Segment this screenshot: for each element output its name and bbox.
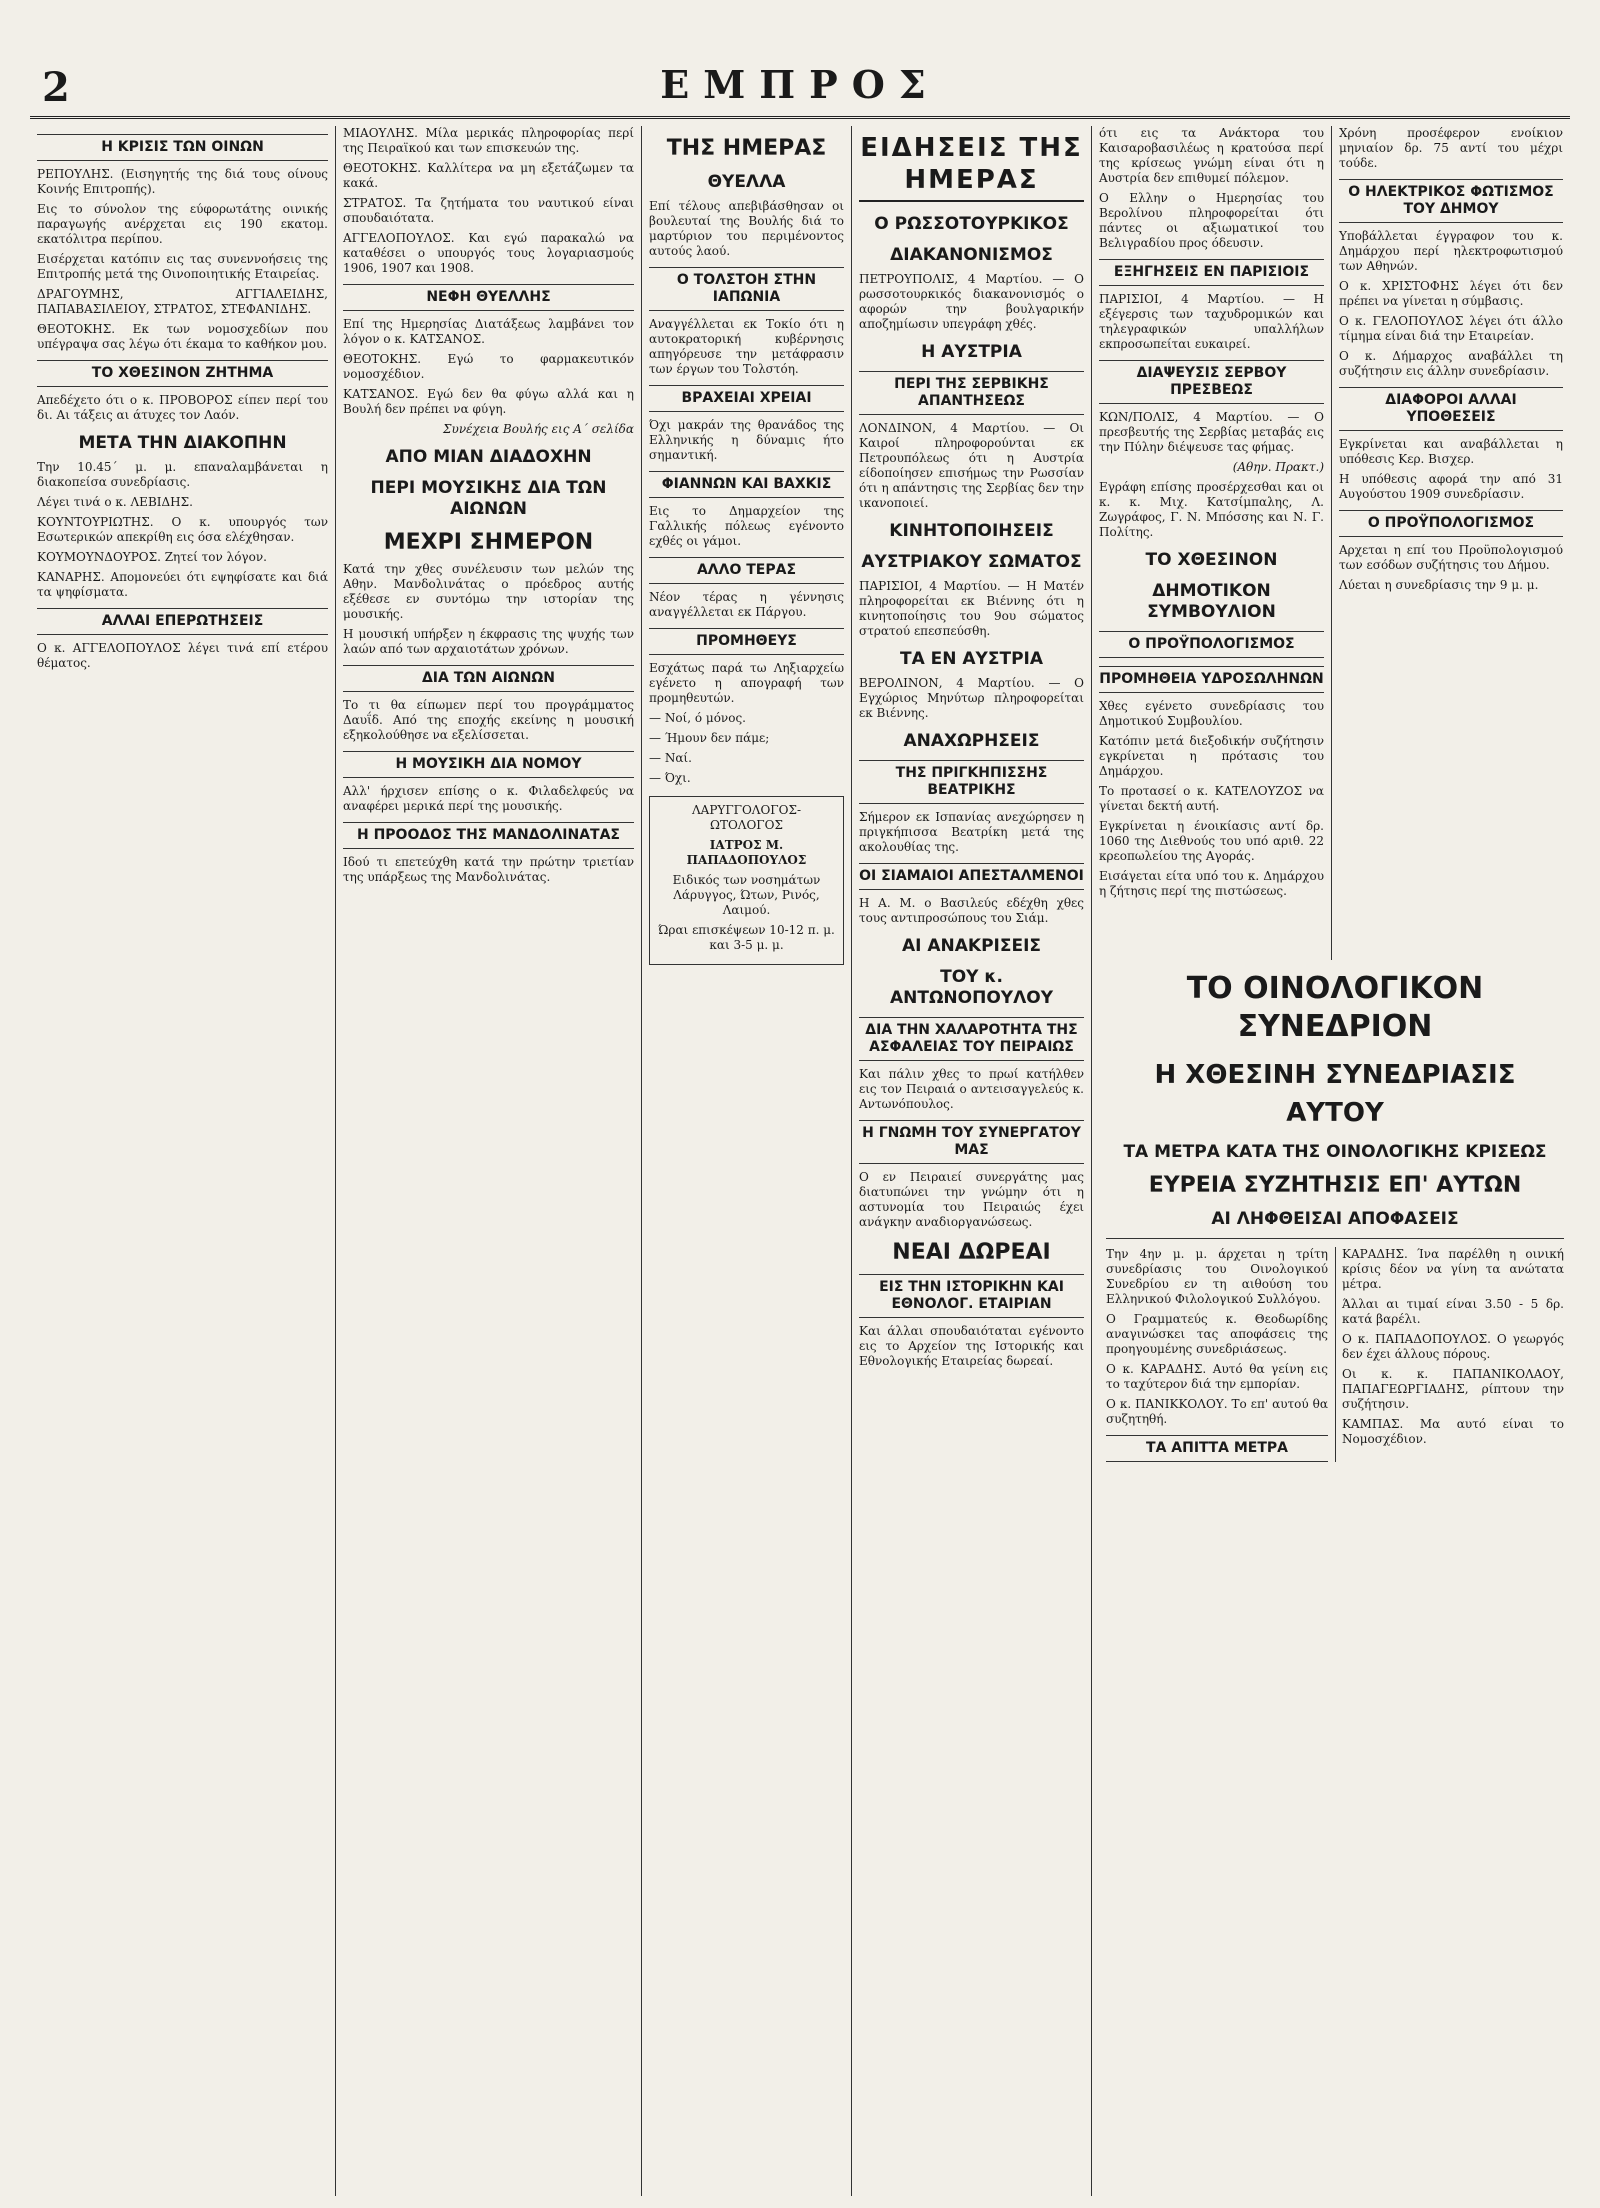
- column-4: [852, 126, 1092, 2196]
- paragraph: Την 10.45΄ μ. μ. επαναλαμβάνεται η διακοπείσα συνεδρίασις.: [37, 460, 328, 489]
- heading-diakanonismos-2: ΔΙΑΚΑΝΟΝΙΣΜΟΣ: [890, 245, 1053, 265]
- heading-metra: ΤΑ ΜΕΤΡΑ ΚΑΤΑ ΤΗΣ ΟΙΝΟΛΟΓΙΚΗΣ ΚΡΙΣΕΩΣ: [1123, 1142, 1547, 1162]
- heading-zitima: ΤΟ ΧΘΕΣΙΝΟΝ ΖΗΤΗΜΑ: [37, 360, 328, 387]
- paragraph: ΑΓΓΕΛΟΠΟΥΛΟΣ. Και εγώ παρακαλώ να καταθέσει ο υπουργός τους λογαριασμούς 1906, 1907 και 1908.: [343, 231, 634, 275]
- paragraph: ΘΕΟΤΟΚΗΣ. Εκ των νομοσχεδίων που υπέγραψα σας λέγω ότι έκαμα το καθήκον μου.: [37, 322, 328, 351]
- column-3: [642, 126, 852, 2196]
- paragraph: Εγκρίνεται η ένοικίασις αντί δρ. 1060 της Διεθνούς του υπό αριθ. 22 κρεοπωλείου της Αγοράς.: [1099, 819, 1324, 863]
- page-number: 2: [42, 64, 70, 111]
- paragraph: Ο κ. Δήμαρχος αναβάλλει τη συζήτησιν εις άλλην συνεδρίασιν.: [1339, 349, 1563, 378]
- paragraph: Η υπόθεσις αφορά την από 31 Αυγούστου 1909 συνεδρίασιν.: [1339, 472, 1563, 501]
- paragraph: — Νοί, ό μόνος.: [649, 711, 746, 725]
- heading-anaxoriseis-2: ΤΗΣ ΠΡΙΓΚΗΠΙΣΣΗΣ ΒΕΑΤΡΙΚΗΣ: [859, 760, 1084, 804]
- paragraph: Και πάλιν χθες το πρωί κατήλθεν εις τον Πειραιά ο αντεισαγγελεύς κ. Αντωνόπουλος.: [859, 1067, 1084, 1111]
- banner-eidiseis: ΕΙΔΗΣΕΙΣ ΤΗΣ ΗΜΕΡΑΣ: [859, 132, 1084, 202]
- heading-promitheia: ΠΡΟΜΗΘΕΥΣ: [649, 628, 844, 655]
- paragraph: ΡΕΠΟΥΛΗΣ. (Εισηγητής της διά τους οίνους Κοινής Επιτροπής).: [37, 167, 328, 196]
- paragraph: Οι κ. κ. ΠΑΠΑΝΙΚΟΛΑΟΥ, ΠΑΠΑΓΕΩΡΓΙΑΔΗΣ, ρίπτουν την συζήτησιν.: [1342, 1367, 1564, 1411]
- paragraph: Χρόνη προσέφερον ενοίκιον μηνιαίον δρ. 75 αντί του μέχρι τούδε.: [1339, 126, 1563, 170]
- heading-siamaioi: ΟΙ ΣΙΑΜΑΙΟΙ ΑΠΕΣΤΑΛΜΕΝΟΙ: [859, 863, 1084, 890]
- heading-anakrisis-2: ΤΟΥ κ. ΑΝΤΩΝΟΠΟΥΛΟΥ: [889, 967, 1054, 1008]
- paragraph: Ο κ. ΚΑΡΑΔΗΣ. Αυτό θα γείνη εις το ταχύτερον διά την εμπορίαν.: [1106, 1362, 1328, 1391]
- paragraph: Εσχάτως παρά τω Ληξιαρχείω εγένετο η απογραφή των προμηθευτών.: [649, 661, 844, 705]
- oinologikon-article: [1100, 960, 1570, 2196]
- heading-thyella: ΘΥΕΛΛΑ: [707, 172, 786, 192]
- heading-austria: Η ΑΥΣΤΡΙΑ: [921, 342, 1022, 362]
- paragraph: ΚΩΝ/ΠΟΛΙΣ, 4 Μαρτίου. — Ο πρεσβευτής της Σερβίας μεταβάς εις την Πύλην διέψευσε τας φήμας.: [1099, 410, 1324, 454]
- paragraph: ΠΑΡΙΣΙΟΙ, 4 Μαρτίου. — Η εξέγερσις των ταχυδρομικών και τηλεγραφικών υπαλλήλων εκπροσωπείται ευκαιρεί.: [1099, 292, 1324, 351]
- heading-mexri: ΜΕΧΡΙ ΣΗΜΕΡΟΝ: [383, 530, 594, 555]
- paragraph: Άλλαι αι τιμαί είναι 3.50 - 5 δρ. κατά βαρέλι.: [1342, 1297, 1564, 1326]
- column-2: [336, 126, 642, 2196]
- paragraph: Λέγει τινά ο κ. ΛΕΒΙΔΗΣ.: [37, 495, 193, 509]
- paragraph: ΜΙΑΟΥΛΗΣ. Μίλα μερικάς πληροφορίας περί της Πειραϊκού και των επισκευών της.: [343, 126, 634, 155]
- heading-anakrisis: ΑΙ ΑΝΑΚΡΙΣΕΙΣ: [901, 936, 1042, 956]
- paragraph: — Ήμουν δεν πάμε;: [649, 731, 770, 745]
- heading-erotiseis: ΑΛΛΑΙ ΕΠΕΡΩΤΗΣΕΙΣ: [37, 608, 328, 635]
- heading-aiones: ΔΙΑ ΤΩΝ ΑΙΩΝΩΝ: [343, 665, 634, 692]
- paragraph: Απεδέχετο ότι ο κ. ΠΡΟΒΟΡΟΣ είπεν περί του δι. Αι τάξεις αι άτυχες τον Λαόν.: [37, 393, 328, 422]
- paragraph: Το προτασεί ο κ. ΚΑΤΕΛΟΥΖΟΣ να γίνεται δεκτή αυτή.: [1099, 784, 1324, 813]
- paragraph: Η Α. Μ. ο Βασιλεύς εδέχθη χθες τους αντιπροσώπους του Σιάμ.: [859, 896, 1084, 925]
- paragraph: Αρχεται η επί του Προϋπολογισμού των εσόδων συζήτησις του Δήμου.: [1339, 543, 1563, 572]
- heading-diakopi: ΜΕΤΑ ΤΗΝ ΔΙΑΚΟΠΗΝ: [78, 433, 287, 453]
- heading-oinologikon: ΤΟ ΟΙΝΟΛΟΓΙΚΟΝ ΣΥΝΕΔΡΙΟΝ: [1186, 971, 1484, 1044]
- heading-oinon: Η ΚΡΙΣΙΣ ΤΩΝ ΟΙΝΩΝ: [37, 134, 328, 161]
- paragraph: ΣΤΡΑΤΟΣ. Τα ζητήματα του ναυτικού είναι σπουδαιότατα.: [343, 196, 634, 225]
- heading-mousiki: ΠΕΡΙ ΜΟΥΣΙΚΗΣ ΔΙΑ ΤΩΝ ΑΙΩΝΩΝ: [370, 478, 607, 519]
- heading-ypotheseis: ΔΙΑΦΟΡΟΙ ΑΛΛΑΙ ΥΠΟΘΕΣΕΙΣ: [1339, 387, 1563, 431]
- paragraph: Την 4ην μ. μ. άρχεται η τρίτη συνεδρίασις του Οινολογικού Συνεδρίου εν τη αιθούση του Ελληνικού Φιλολογικού Συλλόγου.: [1106, 1247, 1328, 1306]
- paragraph: Κατόπιν μετά διεξοδικήν συζήτησιν εγκρίνεται η πρότασις του Δημάρχου.: [1099, 734, 1324, 778]
- heading-dorea: ΝΕΑΙ ΔΩΡΕΑΙ: [892, 1240, 1051, 1265]
- column-1: [30, 126, 336, 2196]
- attribution: (Αθην. Πρακτ.): [1232, 460, 1324, 474]
- oinologikon-body: [1106, 1247, 1564, 1462]
- paragraph: ΠΕΤΡΟΥΠΟΛΙΣ, 4 Μαρτίου. — Ο ρωσσοτουρκικός διακανονισμός ο αφορών την βουλγαρικήν αποζημίωσιν υπεγράφη χθές.: [859, 272, 1084, 331]
- heading-xreiai: ΒΡΑΧΕΙΑΙ ΧΡΕΙΑΙ: [649, 385, 844, 412]
- heading-anakrisis-3: ΔΙΑ ΤΗΝ ΧΑΛΑΡΟΤΗΤΑ ΤΗΣ ΑΣΦΑΛΕΙΑΣ ΤΟΥ ΠΕΙΡΑΙΩΣ: [859, 1017, 1084, 1061]
- column-6: [1332, 126, 1570, 946]
- paragraph: Σήμερον εκ Ισπανίας ανεχώρησεν η πριγκήπισσα Βεατρίκη μετά της ακολουθίας της.: [859, 810, 1084, 854]
- paragraph: ΚΑΤΣΑΝΟΣ. Εγώ δεν θα φύγω αλλά και η Βουλή δεν πρέπει να φύγη.: [343, 387, 634, 416]
- heading-promitheia: ΠΡΟΜΗΘΕΙΑ ΥΔΡΟΣΩΛΗΝΩΝ: [1099, 666, 1324, 693]
- paragraph: ΘΕΟΤΟΚΗΣ. Εγώ το φαρμακευτικόν νομοσχέδιον.: [343, 352, 634, 381]
- paragraph: ΘΕΟΤΟΚΗΣ. Καλλίτερα να μη εξετάζωμεν τα κακά.: [343, 161, 634, 190]
- paragraph: Νέον τέρας η γέννησις αναγγέλλεται εκ Πάργου.: [649, 590, 844, 619]
- heading-diakanonismos: Ο ΡΩΣΣΟΤΟΥΡΚΙΚΟΣ: [874, 214, 1069, 234]
- paragraph: Ο Γραμματεύς κ. Θεοδωρίδης αναγινώσκει τας αποφάσεις της προηγουμένης συνεδριάσεως.: [1106, 1312, 1328, 1356]
- paragraph: ΚΟΥΜΟΥΝΔΟΥΡΟΣ. Ζητεί τον λόγον.: [37, 550, 267, 564]
- heading-symboulio-2: ΔΗΜΟΤΙΚΟΝ ΣΥΜΒΟΥΛΙΟΝ: [1147, 581, 1276, 622]
- paragraph: Λύεται η συνεδρίασις την 9 μ. μ.: [1339, 578, 1539, 592]
- heading-gnomi: Η ΓΝΩΜΗ ΤΟΥ ΣΥΝΕΡΓΑΤΟΥ ΜΑΣ: [859, 1120, 1084, 1164]
- heading-kinitopoiiseis-2: ΑΥΣΤΡΙΑΚΟΥ ΣΩΜΑΤΟΣ: [861, 552, 1082, 572]
- paragraph: Επί τέλους απεβιβάσθησαν οι βουλευταί της Βουλής διά το μαρτύριον του περιμένοντος αυτούς λαού.: [649, 199, 844, 258]
- heading-austria-2: ΠΕΡΙ ΤΗΣ ΣΕΡΒΙΚΗΣ ΑΠΑΝΤΗΣΕΩΣ: [859, 371, 1084, 415]
- paragraph: ΚΑΜΠΑΣ. Μα αυτό είναι το Νομοσχέδιον.: [1342, 1417, 1564, 1446]
- paragraph: ΚΟΥΝΤΟΥΡΙΩΤΗΣ. Ο κ. υπουργός των Εσωτερικών απεκρίθη εις όσα ελέχθησαν.: [37, 515, 328, 544]
- paragraph: Εις το σύνολον της εύφορωτάτης οινικής παραγωγής ανέρχεται εις 190 εκατομ. εκατόλιτρα περίπου.: [37, 202, 328, 246]
- heading-proodos: Η ΠΡΟΟΔΟΣ ΤΗΣ ΜΑΝΔΟΛΙΝΑΤΑΣ: [343, 822, 634, 849]
- paragraph: Ιδού τι επετεύχθη κατά την πρώτην τριετίαν της υπάρξεως της Μανδολινάτας.: [343, 855, 634, 884]
- paragraph: Το τι θα είπωμεν περί του προγράμματος Δαυΐδ. Από της εποχής εκείνης η μουσική εξηκολούθησε να εξελίσσεται.: [343, 698, 634, 742]
- paragraph: Όχι μακράν της θρανάδος της Ελληνικής η δύναμις ήτο σημαντική.: [649, 418, 844, 462]
- divider: [1106, 1238, 1564, 1239]
- ad-hours: Ώραι επισκέψεων 10-12 π. μ. και 3-5 μ. μ.: [658, 923, 835, 952]
- paragraph: Η μουσική υπήρξεν η έκφρασις της ψυχής των λαών από των αρχαιοτάτων χρόνων.: [343, 627, 634, 656]
- paragraph: Και άλλαι σπουδαιόταται εγένοντο εις το Αρχείον της Ιστορικής και Εθνολογικής Εταιρείας δωρεαί.: [859, 1324, 1084, 1368]
- heading-en-austria: ΤΑ ΕΝ ΑΥΣΤΡΙΑ: [899, 649, 1044, 669]
- heading-synedriasis: Η ΧΘΕΣΙΝΗ ΣΥΝΕΔΡΙΑΣΙΣ ΑΥΤΟΥ: [1154, 1060, 1516, 1128]
- heading-proypol: Ο ΠΡΟΫΠΟΛΟΓΙΣΜΟΣ: [1099, 631, 1324, 658]
- newspaper-title: ΕΜΠΡΟΣ: [660, 62, 940, 107]
- ad-body: Ειδικός των νοσημάτων Λάρυγγος, Ώτων, Ρινός, Λαιμού.: [672, 873, 821, 917]
- paragraph: ΛΟΝΔΙΝΟΝ, 4 Μαρτίου. — Οι Καιροί πληροφορούνται εκ Πετρουπόλεως ότι η Αυστρία είδοποίησεν επισήμως την Ρωσσίαν ότι η απάντησις της Σερβίας δεν την ικανοποιεί.: [859, 421, 1084, 510]
- paragraph: ΒΕΡΟΛΙΝΟΝ, 4 Μαρτίου. — Ο Εγχώριος Μηνύτωρ πληροφορείται εκ Βιέννης.: [859, 676, 1084, 720]
- heading-apofaseis: ΑΙ ΛΗΦΘΕΙΣΑΙ ΑΠΟΦΑΣΕΙΣ: [1211, 1209, 1459, 1229]
- paragraph: Εισέρχεται κατόπιν εις τας συνεννοήσεις της Επιτροπής μετά της Οινοποιητικής Εταιρείας.: [37, 252, 328, 281]
- masthead: [30, 60, 1570, 119]
- paragraph: Ο εν Πειραιεί συνεργάτης μας διατυπώνει την γνώμην ότι η αστυνομία του Πειραιώς έχει ανάγκην αναδιοργανώσεως.: [859, 1170, 1084, 1229]
- heading-proypol: Ο ΠΡΟΫΠΟΛΟΓΙΣΜΟΣ: [1339, 510, 1563, 537]
- advertisement: [649, 796, 844, 965]
- paragraph: Ο κ. ΑΓΓΕΛΟΠΟΥΛΟΣ λέγει τινά επί ετέρου θέματος.: [37, 641, 328, 670]
- paragraph: Ο κ. ΧΡΙΣΤΟΦΗΣ λέγει ότι δεν πρέπει να γίνεται η σύμβασις.: [1339, 279, 1563, 308]
- paragraph: Χθες εγένετο συνεδρίασις του Δημοτικού Συμβουλίου.: [1099, 699, 1324, 728]
- heading-anaxoriseis: ΑΝΑΧΩΡΗΣΕΙΣ: [903, 731, 1040, 751]
- heading-parision: ΕΞΗΓΗΣΕΙΣ ΕΝ ΠΑΡΙΣΙΟΙΣ: [1099, 259, 1324, 286]
- heading-symboulio: ΤΟ ΧΘΕΣΙΝΟΝ: [1145, 550, 1278, 570]
- paragraph: Ο Ελλην ο Ημερησίας του Βερολίνου πληροφορείται ότι πάντες οι αξιωματικοί του Βελιγραδίου προς όδευσιν.: [1099, 191, 1324, 250]
- paragraph: Εις το Δημαρχείον της Γαλλικής πόλεως εγένοντο εχθές οι γάμοι.: [649, 504, 844, 548]
- paragraph: Κατά την χθες συνέλευσιν των μελών της Αθην. Μανδολινάτας ο πρόεδρος αυτής εξέθεσε εν συντόμω την ιστορίαν της μουσικής.: [343, 562, 634, 621]
- banner-tis-imeras: ΤΗΣ ΗΜΕΡΑΣ: [666, 136, 827, 161]
- paragraph: Επί της Ημερησίας Διατάξεως λαμβάνει τον λόγον ο κ. ΚΑΤΣΑΝΟΣ.: [343, 317, 634, 346]
- heading-thessalia: ΝΕΦΗ ΘΥΕΛΛΗΣ: [343, 284, 634, 311]
- paragraph: Υποβάλλεται έγγραφον του κ. Δημάρχου περί ηλεκτροφωτισμού των Αθηνών.: [1339, 229, 1563, 273]
- paragraph: ΔΡΑΓΟΥΜΗΣ, ΑΓΓΙΑΛΕΙΔΗΣ, ΠΑΠΑΒΑΣΙΛΕΙΟΥ, ΣΤΡΑΤΟΣ, ΣΤΕΦΑΝΙΔΗΣ.: [37, 287, 328, 316]
- ad-name: ΙΑΤΡΟΣ Μ. ΠΑΠΑΔΟΠΟΥΛΟΣ: [686, 838, 807, 867]
- paragraph: Εγράφη επίσης προσέρχεσθαι και οι κ. κ. Μιχ. Κατσίμπαλης, Λ. Ζωγράφος, Γ. Ν. Μπόσσης και Ν. Γ. Πολίτης.: [1099, 480, 1324, 539]
- paragraph: — Όχι.: [649, 771, 691, 785]
- paragraph: Αναγγέλλεται εκ Τοκίο ότι η αυτοκρατορική κυβέρνησις απηγόρευσε την μετάφρασιν των έργων του Τολστόη.: [649, 317, 844, 376]
- heading-terata: ΑΛΛΟ ΤΕΡΑΣ: [649, 557, 844, 584]
- heading-tolstoi: Ο ΤΟΛΣΤΟΗ ΣΤΗΝ ΙΑΠΩΝΙΑ: [649, 267, 844, 311]
- heading-fotismos: Ο ΗΛΕΚΤΡΙΚΟΣ ΦΩΤΙΣΜΟΣ ΤΟΥ ΔΗΜΟΥ: [1339, 179, 1563, 223]
- paragraph: Ο κ. ΠΑΠΑΔΟΠΟΥΛΟΣ. Ο γεωργός δεν έχει άλλους πόρους.: [1342, 1332, 1564, 1361]
- ad-title: ΛΑΡΥΓΓΟΛΟΓΟΣ-ΩΤΟΛΟΓΟΣ: [691, 803, 802, 832]
- heading-syzitisis: ΕΥΡΕΙΑ ΣΥΖΗΤΗΣΙΣ ΕΠ' ΑΥΤΩΝ: [1148, 1173, 1522, 1198]
- paragraph: ότι εις τα Ανάκτορα του Καισαροβασιλέως η κρατούσα περί της κρίσεως γνώμη είναι ότι η Αυστρία δεν επιθυμεί πόλεμον.: [1099, 126, 1324, 185]
- heading-vaxis: ΦΙΑΝΝΩΝ ΚΑΙ ΒΑΧΚΙΣ: [649, 471, 844, 498]
- paragraph: Εισάγεται είτα υπό του κ. Δημάρχου η ζήτησις περί της πιστώσεως.: [1099, 869, 1324, 898]
- paragraph: — Ναί.: [649, 751, 692, 765]
- paragraph: ΠΑΡΙΣΙΟΙ, 4 Μαρτίου. — Η Ματέν πληροφορείται εκ Βιέννης ότι η κινητοποίησις του 9ου σώματος στρατού επεσπεύσθη.: [859, 579, 1084, 638]
- heading-prosbeis: ΔΙΑΨΕΥΣΙΣ ΣΕΡΒΟΥ ΠΡΕΣΒΕΩΣ: [1099, 360, 1324, 404]
- heading-apita: ΤΑ ΑΠΙΤΤΑ ΜΕΤΡΑ: [1106, 1435, 1328, 1462]
- heading-dorea-2: ΕΙΣ ΤΗΝ ΙΣΤΟΡΙΚΗΝ ΚΑΙ ΕΘΝΟΛΟΓ. ΕΤΑΙΡΙΑΝ: [859, 1274, 1084, 1318]
- heading-nomos: Η ΜΟΥΣΙΚΗ ΔΙΑ ΝΟΜΟΥ: [343, 751, 634, 778]
- heading-kinitopoiiseis: ΚΙΝΗΤΟΠΟΙΗΣΕΙΣ: [889, 521, 1054, 541]
- paragraph: ΚΑΝΑΡΗΣ. Απομονεύει ότι εψηφίσατε και διά τα ψηφίσματα.: [37, 570, 328, 599]
- paragraph: Ο κ. ΠΑΝΙΚΚΟΛΟΥ. Το επ' αυτού θα συζητηθή.: [1106, 1397, 1328, 1426]
- paragraph: Ο κ. ΓΕΛΟΠΟΥΛΟΣ λέγει ότι άλλο τίμημα είναι διά την Εταιρείαν.: [1339, 314, 1563, 343]
- paragraph: ΚΑΡΑΔΗΣ. Ίνα παρέλθη η οινική κρίσις δέον να γίνη τα ανώτατα μέτρα.: [1342, 1247, 1564, 1291]
- paragraph: Εγκρίνεται και αναβάλλεται η υπόθεσις Κερ. Βισχερ.: [1339, 437, 1563, 466]
- paragraph: Συνέχεια Βουλής εις Α΄ σελίδα: [443, 422, 634, 436]
- heading-diadoxi: ΑΠΟ ΜΙΑΝ ΔΙΑΔΟΧΗΝ: [385, 447, 592, 467]
- paragraph: Αλλ' ήρχισεν επίσης ο κ. Φιλαδελφεύς να αναφέρει μερικά περί της μουσικής.: [343, 784, 634, 813]
